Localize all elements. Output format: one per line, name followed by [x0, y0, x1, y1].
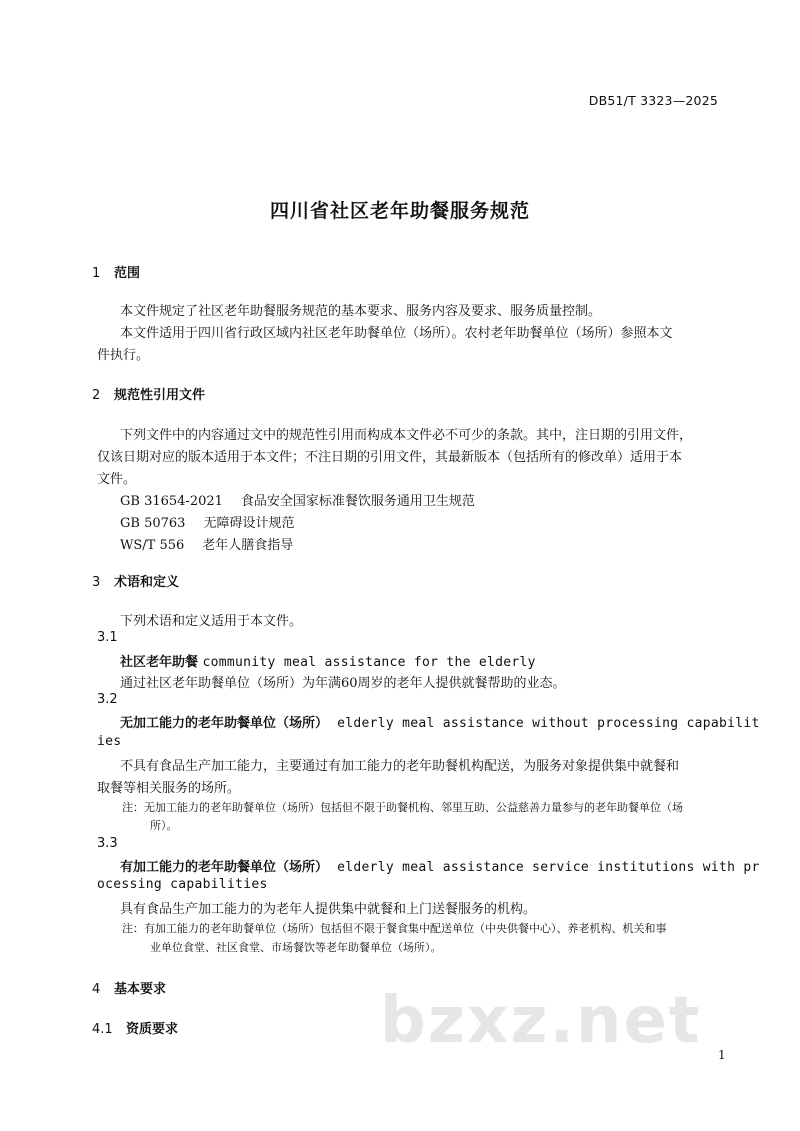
paragraph-continuation: 文件。	[97, 472, 137, 487]
term-definition: 不具有食品生产加工能力，主要通过有加工能力的老年助餐机构配送，为服务对象提供集中就餐和	[120, 759, 680, 774]
section-title: 规范性引用文件	[114, 388, 206, 403]
reference-code: WS/T 556	[120, 538, 185, 553]
paragraph: 下列文件中的内容通过文中的规范性引用而构成本文件必不可少的条款。其中，注日期的引用文件，	[120, 428, 693, 443]
term-number: 3.1	[97, 630, 118, 645]
term-note: 注：无加工能力的老年助餐单位（场所）包括但不限于助餐机构、邻里互助、公益慈善力量参与的老年助餐单位（场	[122, 801, 683, 814]
term-en-continuation: ocessing capabilities	[97, 877, 268, 892]
section-title: 范围	[114, 266, 141, 281]
reference-title: 无障碍设计规范	[203, 516, 295, 531]
term-en-continuation: ies	[97, 734, 122, 749]
reference-item	[120, 534, 293, 553]
term-note: 注：有加工能力的老年助餐单位（场所）包括但不限于餐食集中配送单位（中央供餐中心）、养老机构、机关和事	[122, 922, 667, 935]
section-heading-2	[92, 384, 205, 403]
section-number: 3	[92, 575, 101, 590]
paragraph: 本文件规定了社区老年助餐服务规范的基本要求、服务内容及要求、服务质量控制。	[120, 304, 602, 319]
paragraph-continuation: 仅该日期对应的版本适用于本文件；不注日期的引用文件，其最新版本（包括所有的修改单）适用于本	[97, 450, 683, 465]
section-number: 1	[92, 266, 101, 281]
term-definition: 通过社区老年助餐单位（场所）为年满60周岁的老年人提供就餐帮助的业态。	[120, 676, 566, 691]
section-title: 术语和定义	[114, 575, 180, 590]
page-number: 1	[718, 1048, 726, 1062]
reference-code: GB 50763	[120, 516, 186, 531]
term-heading	[120, 712, 760, 731]
term-zh: 社区老年助餐	[120, 655, 199, 670]
section-number: 4	[92, 982, 101, 997]
paragraph-continuation: 件执行。	[97, 348, 150, 363]
term-definition: 具有食品生产加工能力的为老年人提供集中就餐和上门送餐服务的机构。	[120, 902, 537, 917]
term-heading	[120, 856, 760, 875]
term-number: 3.2	[97, 692, 118, 707]
term-zh: 有加工能力的老年助餐单位（场所）	[120, 860, 329, 875]
reference-item	[120, 490, 475, 509]
standard-code: DB51/T 3323—2025	[588, 93, 718, 108]
term-note-continuation: 所）。	[150, 819, 178, 832]
section-heading-1	[92, 262, 140, 281]
subsection-heading-4-1	[92, 1018, 178, 1037]
paragraph: 下列术语和定义适用于本文件。	[120, 614, 303, 629]
reference-title: 老年人膳食指导	[202, 538, 294, 553]
paragraph: 本文件适用于四川省行政区域内社区老年助餐单位（场所）。农村老年助餐单位（场所）参照本文	[120, 326, 673, 341]
section-title: 基本要求	[114, 982, 167, 997]
subsection-title: 资质要求	[126, 1022, 179, 1037]
term-en: community meal assistance for the elderly	[202, 655, 536, 670]
reference-title: 食品安全国家标准餐饮服务通用卫生规范	[240, 494, 475, 509]
term-heading	[120, 651, 536, 670]
reference-item	[120, 512, 294, 531]
reference-code: GB 31654-2021	[120, 494, 223, 509]
term-zh: 无加工能力的老年助餐单位（场所）	[120, 716, 329, 731]
term-definition-continuation: 取餐等相关服务的场所。	[97, 781, 241, 796]
section-number: 2	[92, 388, 101, 403]
term-number: 3.3	[97, 836, 118, 851]
watermark: bzxz.net	[380, 984, 702, 1058]
section-heading-4	[92, 978, 166, 997]
section-heading-3	[92, 571, 179, 590]
term-en: elderly meal assistance service institutions with pr	[337, 860, 760, 875]
subsection-number: 4.1	[92, 1022, 113, 1037]
term-note-continuation: 业单位食堂、社区食堂、市场餐饮等老年助餐单位（场所）。	[150, 941, 442, 954]
term-en: elderly meal assistance without processing capabilit	[337, 716, 760, 731]
document-title: 四川省社区老年助餐服务规范	[269, 200, 530, 222]
